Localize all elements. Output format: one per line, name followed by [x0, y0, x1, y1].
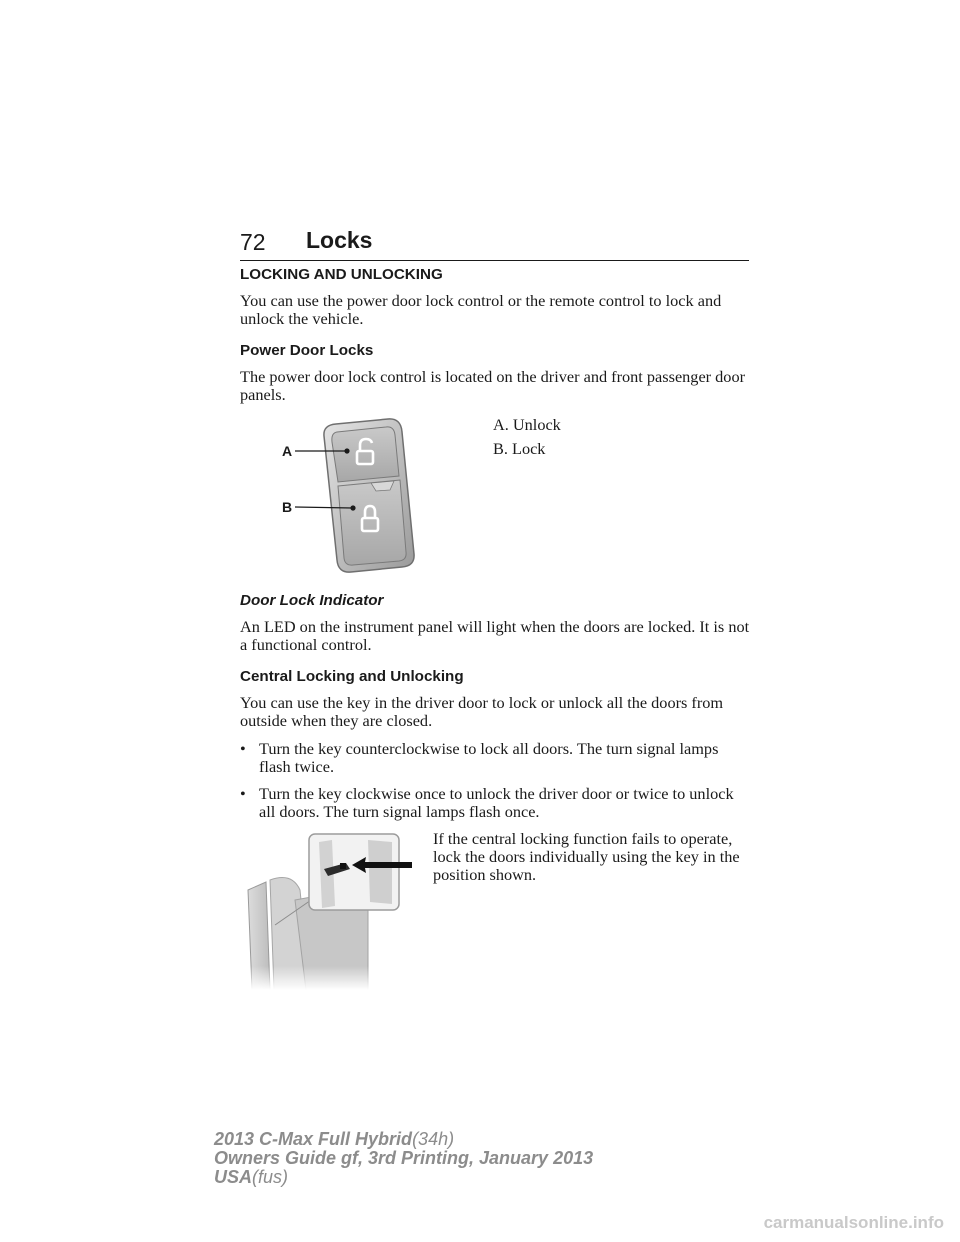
page-footer [214, 1130, 593, 1187]
footer-market: USA [214, 1167, 253, 1187]
unlock-button [332, 427, 399, 482]
legend-unlock: A. Unlock [493, 415, 561, 434]
list-item [240, 785, 752, 821]
legend-lock: B. Lock [493, 439, 546, 458]
footer-guide: Owners Guide gf, 3rd Printing, January 2013 [214, 1148, 594, 1168]
door-lock-indicator-heading: Door Lock Indicator [240, 592, 384, 609]
list-item-text: Turn the key clockwise once to unlock the driver door or twice to unlock all doors. The turn signal lamps flash once. [259, 784, 734, 821]
callout-label-a: A [282, 443, 293, 459]
door-lock-switch-illustration [276, 414, 426, 574]
page-header [240, 226, 749, 261]
bullet-marker: • [240, 739, 246, 758]
page-content [240, 266, 752, 990]
lock-button [338, 480, 406, 565]
key-position-figure [240, 830, 752, 990]
central-locking-heading: Central Locking and Unlocking [240, 668, 464, 685]
key-position-text: If the central locking function fails to operate, lock the doors individually using the key in the position shown. [433, 829, 740, 884]
door-lock-indicator-text: An LED on the instrument panel will light when the doors are locked. It is not a functional control. [240, 617, 750, 654]
door-key-position-illustration [240, 830, 426, 990]
page-number: 72 [240, 229, 266, 255]
switch-legend [493, 416, 743, 464]
section-title: Locks [306, 227, 373, 253]
locking-unlocking-text: You can use the power door lock control or the remote control to lock and unlock the vehicle. [240, 291, 722, 328]
watermark: carmanualsonline.info [763, 1213, 944, 1232]
list-item-text: Turn the key counterclockwise to lock all doors. The turn signal lamps flash twice. [259, 739, 719, 776]
central-locking-text: You can use the key in the driver door to lock or unlock all the doors from outside when they are closed. [240, 693, 724, 730]
power-door-locks-heading: Power Door Locks [240, 342, 374, 359]
central-locking-list [240, 740, 752, 821]
lock-switch-figure [240, 414, 752, 582]
footer-market-code: (fus) [252, 1167, 289, 1187]
callout-label-b: B [282, 499, 293, 515]
locking-unlocking-heading: LOCKING AND UNLOCKING [240, 266, 443, 283]
footer-model-code: (34h) [412, 1129, 455, 1149]
footer-model: 2013 C-Max Full Hybrid [214, 1129, 413, 1149]
bullet-marker: • [240, 784, 246, 803]
power-door-locks-text: The power door lock control is located on the driver and front passenger door panels. [240, 367, 746, 404]
list-item [240, 740, 752, 776]
